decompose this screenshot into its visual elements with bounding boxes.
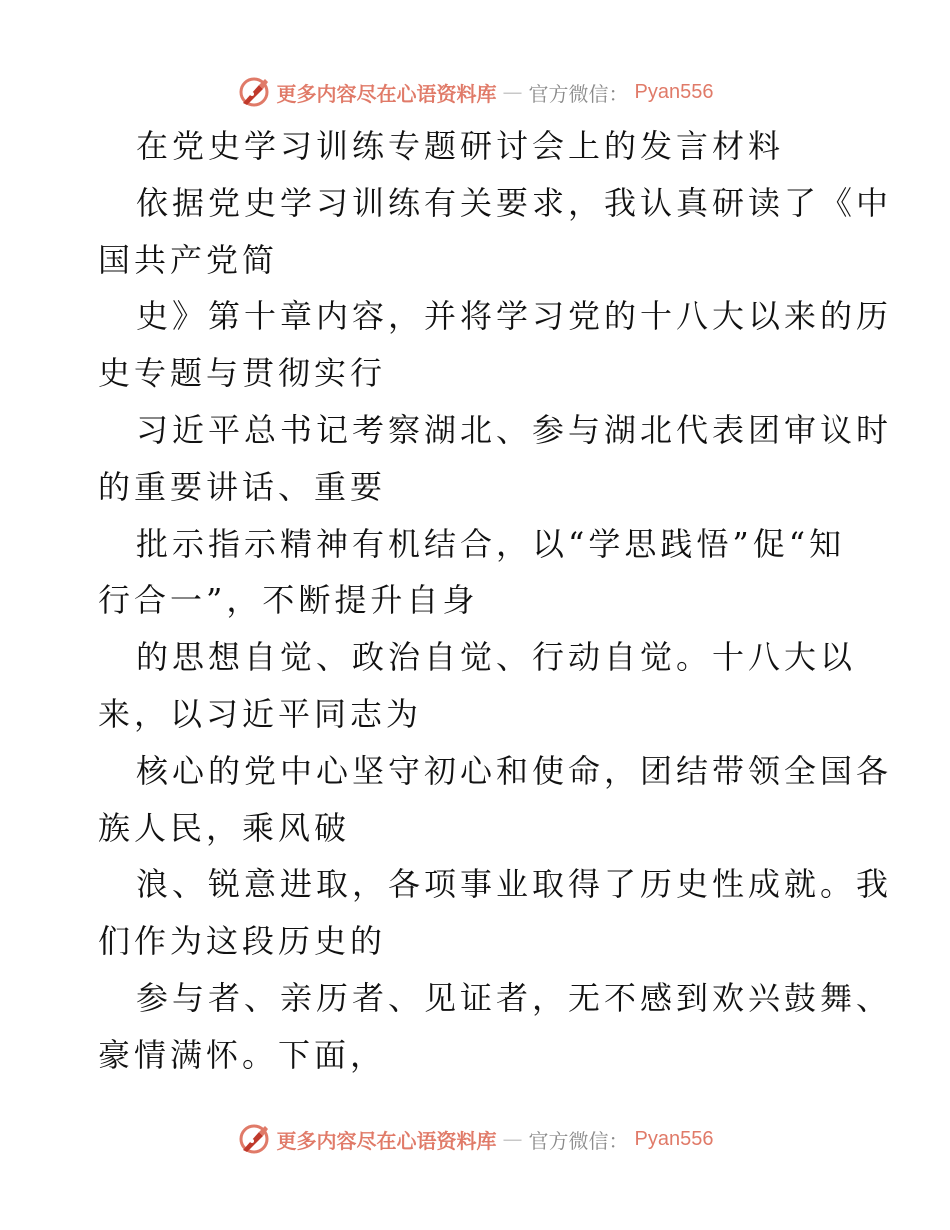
- paragraph-line: 豪情满怀。下面，: [98, 1035, 387, 1074]
- paragraph-line: 史》第十章内容，并将学习党的十八大以来的历: [136, 297, 893, 336]
- pen-logo-icon: [237, 1122, 271, 1156]
- pen-logo-icon: [237, 75, 271, 109]
- paragraph-line: 的重要讲话、重要: [98, 467, 387, 506]
- banner-brand-text: 更多内容尽在心语资料库: [276, 1128, 497, 1153]
- banner-dash: —: [502, 80, 523, 104]
- banner-wechat-id: Pyan556: [634, 80, 714, 103]
- footer-banner: [0, 1119, 950, 1159]
- banner-brand-text: 更多内容尽在心语资料库: [276, 81, 497, 106]
- paragraph-line: 史专题与贯彻实行: [98, 354, 387, 393]
- paragraph-line: 参与者、亲历者、见证者，无不感到欢兴鼓舞、: [136, 978, 893, 1017]
- paragraph-line: 依据党史学习训练有关要求，我认真研读了《中: [136, 183, 893, 222]
- header-banner: [0, 72, 950, 112]
- banner-wechat-id: Pyan556: [634, 1127, 714, 1150]
- document-title: 在党史学习训练专题研讨会上的发言材料: [136, 127, 785, 165]
- paragraph-line: 国共产党简: [98, 240, 279, 279]
- document-body: [98, 118, 893, 1084]
- paragraph-line: 行合一”，不断提升自身: [98, 581, 479, 620]
- paragraph-line: 批示指示精神有机结合，以“学思践悟”促“知: [136, 524, 846, 563]
- paragraph-line: 族人民，乘风破: [98, 808, 351, 847]
- paragraph-line: 习近平总书记考察湖北、参与湖北代表团审议时: [136, 410, 893, 449]
- paragraph-line: 来，以习近平同志为: [98, 694, 423, 733]
- banner-official-text: 官方微信：: [528, 81, 629, 106]
- paragraph-line: 浪、锐意进取，各项事业取得了历史性成就。我: [136, 865, 893, 904]
- paragraph-line: 核心的党中心坚守初心和使命，团结带领全国各: [136, 751, 893, 790]
- banner-official-text: 官方微信：: [528, 1128, 629, 1153]
- banner-dash: —: [502, 1127, 523, 1151]
- paragraph-line: 们作为这段历史的: [98, 922, 387, 961]
- paragraph-line: 的思想自觉、政治自觉、行动自觉。十八大以: [136, 638, 857, 677]
